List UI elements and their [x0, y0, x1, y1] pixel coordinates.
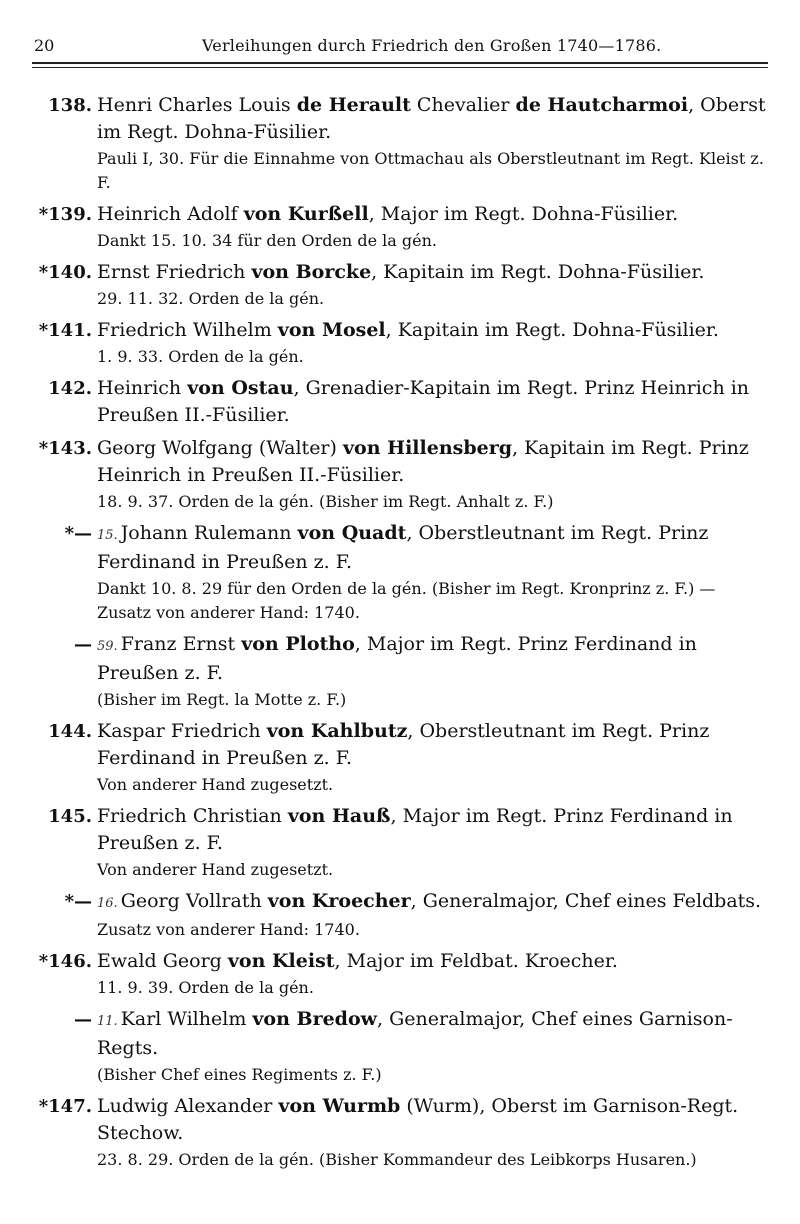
entry-main-line — [0, 803, 800, 857]
entry-number: — — [74, 1009, 92, 1030]
entry-note: 23. 8. 29. Orden de la gén. (Bisher Kommandeur des Leibkorps Husaren.) — [97, 1150, 697, 1169]
entry — [0, 803, 800, 882]
entry — [0, 948, 800, 1000]
entry-given-names: Ludwig Alexander — [97, 1095, 279, 1117]
entry-list — [0, 92, 800, 1178]
entry-number: *— — [64, 523, 92, 544]
entry-main-line — [0, 92, 800, 146]
entry-note: (Bisher im Regt. la Motte z. F.) — [97, 690, 347, 709]
entry-given-names: Karl Wilhelm — [120, 1008, 253, 1030]
entry-surname: von Quadt — [297, 522, 407, 544]
margin-annotation: 11. — [97, 1014, 118, 1029]
entry-main-line — [0, 375, 800, 429]
entry-rank-regiment: , Major im Regt. Dohna-Füsilier. — [368, 203, 679, 225]
entry-rank-regiment: , Kapitain im Regt. Prinz Heinrich in Preußen II.-Füsilier. — [97, 437, 749, 486]
entry-surname: von Hillensberg — [342, 437, 512, 459]
entry — [0, 888, 800, 942]
entry — [0, 375, 800, 429]
margin-annotation: 16. — [97, 896, 118, 911]
entry-note: 29. 11. 32. Orden de la gén. — [97, 289, 325, 308]
entry-number: 142. — [48, 378, 92, 399]
entry-given-names: Friedrich Christian — [97, 805, 288, 827]
entry-given-names: Georg Wolfgang (Walter) — [97, 437, 343, 459]
entry-note: (Bisher Chef eines Regiments z. F.) — [97, 1065, 382, 1084]
entry-surname: von Hauß — [287, 805, 391, 827]
entry-given-names: Heinrich — [97, 377, 188, 399]
entry-main-line — [0, 201, 800, 228]
entry — [0, 259, 800, 311]
entry-rank-regiment: , Oberstleutnant im Regt. Prinz Ferdinand in Preußen z. F. — [97, 720, 710, 769]
entry-note: 1. 9. 33. Orden de la gén. — [97, 347, 304, 366]
page-header — [32, 36, 768, 60]
entry-number: — — [74, 634, 92, 655]
entry-surname: von Kleist — [227, 950, 335, 972]
entry-rank-regiment: , Kapitain im Regt. Dohna-Füsilier. — [371, 261, 705, 283]
entry-rank-regiment: (Wurm), Oberst im Garnison-Regt. Stechow. — [97, 1095, 739, 1144]
entry-note: Dankt 15. 10. 34 für den Orden de la gén. — [97, 231, 437, 250]
entry-surname: von Kroecher — [267, 890, 411, 912]
entry-given-names: Henri Charles Louis — [97, 94, 297, 116]
entry — [0, 317, 800, 369]
entry-main-line — [0, 317, 800, 344]
margin-annotation: 15. — [97, 528, 118, 543]
entry-number: *146. — [38, 951, 92, 972]
entry-note: Von anderer Hand zugesetzt. — [97, 775, 334, 794]
entry-main-line — [0, 631, 800, 687]
entry-note: Von anderer Hand zugesetzt. — [97, 860, 334, 879]
entry-surname: von Mosel — [277, 319, 386, 341]
entry-main-line — [0, 435, 800, 489]
entry-number: 138. — [48, 95, 92, 116]
entry-rank-regiment: , Oberstleutnant im Regt. Prinz Ferdinand in Preußen z. F. — [97, 522, 709, 573]
entry — [0, 1093, 800, 1172]
entry-rank-regiment: , Oberst im Regt. Dohna-Füsilier. — [97, 94, 766, 143]
entry-note: Zusatz von anderer Hand: 1740. — [97, 920, 360, 939]
entry-given-names: Ewald Georg — [97, 950, 228, 972]
running-title: Verleihungen durch Friedrich den Großen 1740—1786. — [202, 36, 662, 55]
entry-given-names: Georg Vollrath — [120, 890, 268, 912]
entry-rank-regiment: , Major im Feldbat. Kroecher. — [334, 950, 618, 972]
entry — [0, 520, 800, 625]
entry — [0, 435, 800, 514]
entry-rank-regiment: , Major im Regt. Prinz Ferdinand in Preußen z. F. — [97, 805, 733, 854]
entry-main-line — [0, 520, 800, 576]
entry-note: 11. 9. 39. Orden de la gén. — [97, 978, 314, 997]
entry-given-names: Franz Ernst — [120, 633, 242, 655]
entry-note: Pauli I, 30. Für die Einnahme von Ottmachau als Oberstleutnant im Regt. Kleist z. F. — [97, 149, 764, 192]
entry-given-names: Kaspar Friedrich — [97, 720, 267, 742]
entry-number: *141. — [38, 320, 92, 341]
entry-number: 145. — [48, 806, 92, 827]
entry-note: Dankt 10. 8. 29 für den Orden de la gén. (Bisher im Regt. Kronprinz z. F.) — Zusatz von anderer Hand: 1740. — [97, 579, 716, 622]
entry-number: *— — [64, 891, 92, 912]
entry — [0, 201, 800, 253]
entry-note: 18. 9. 37. Orden de la gén. (Bisher im Regt. Anhalt z. F.) — [97, 492, 554, 511]
entry-number: *139. — [38, 204, 92, 225]
entry-surname: de Herault — [296, 94, 411, 116]
entry-surname: von Plotho — [241, 633, 355, 655]
entry-main-line — [0, 259, 800, 286]
page-number: 20 — [34, 36, 55, 55]
entry-surname: von Borcke — [251, 261, 372, 283]
entry-number: 144. — [48, 721, 92, 742]
entry-title: Chevalier — [410, 94, 516, 116]
entry-surname: von Kurßell — [243, 203, 369, 225]
entry-surname: von Kahlbutz — [266, 720, 408, 742]
entry-number: *147. — [38, 1096, 92, 1117]
entry — [0, 631, 800, 712]
entry-main-line — [0, 1006, 800, 1062]
entry-given-names: Ernst Friedrich — [97, 261, 252, 283]
entry-main-line — [0, 1093, 800, 1147]
entry-rank-regiment: , Generalmajor, Chef eines Feldbats. — [410, 890, 762, 912]
entry — [0, 92, 800, 195]
entry — [0, 718, 800, 797]
entry-main-line — [0, 888, 800, 917]
entry-given-names: Friedrich Wilhelm — [97, 319, 278, 341]
entry-given-names: Johann Rulemann — [120, 522, 298, 544]
header-rule-thin — [32, 67, 768, 68]
entry-surname: von Wurmb — [278, 1095, 401, 1117]
entry-main-line — [0, 948, 800, 975]
entry-surname: von Bredow — [252, 1008, 377, 1030]
entry-rank-regiment: , Grenadier-Kapitain im Regt. Prinz Heinrich in Preußen II.-Füsilier. — [97, 377, 750, 426]
entry-surname-2: de Hautcharmoi — [515, 94, 689, 116]
header-rule — [32, 62, 768, 64]
entry-rank-regiment: , Generalmajor, Chef eines Garnison-Regts. — [97, 1008, 733, 1059]
entry-rank-regiment: , Major im Regt. Prinz Ferdinand in Preußen z. F. — [97, 633, 697, 684]
entry-number: *140. — [38, 262, 92, 283]
entry-rank-regiment: , Kapitain im Regt. Dohna-Füsilier. — [385, 319, 719, 341]
entry-main-line — [0, 718, 800, 772]
entry — [0, 1006, 800, 1087]
entry-number: *143. — [38, 438, 92, 459]
entry-given-names: Heinrich Adolf — [97, 203, 244, 225]
entry-surname: von Ostau — [187, 377, 294, 399]
margin-annotation: 59. — [97, 639, 118, 654]
